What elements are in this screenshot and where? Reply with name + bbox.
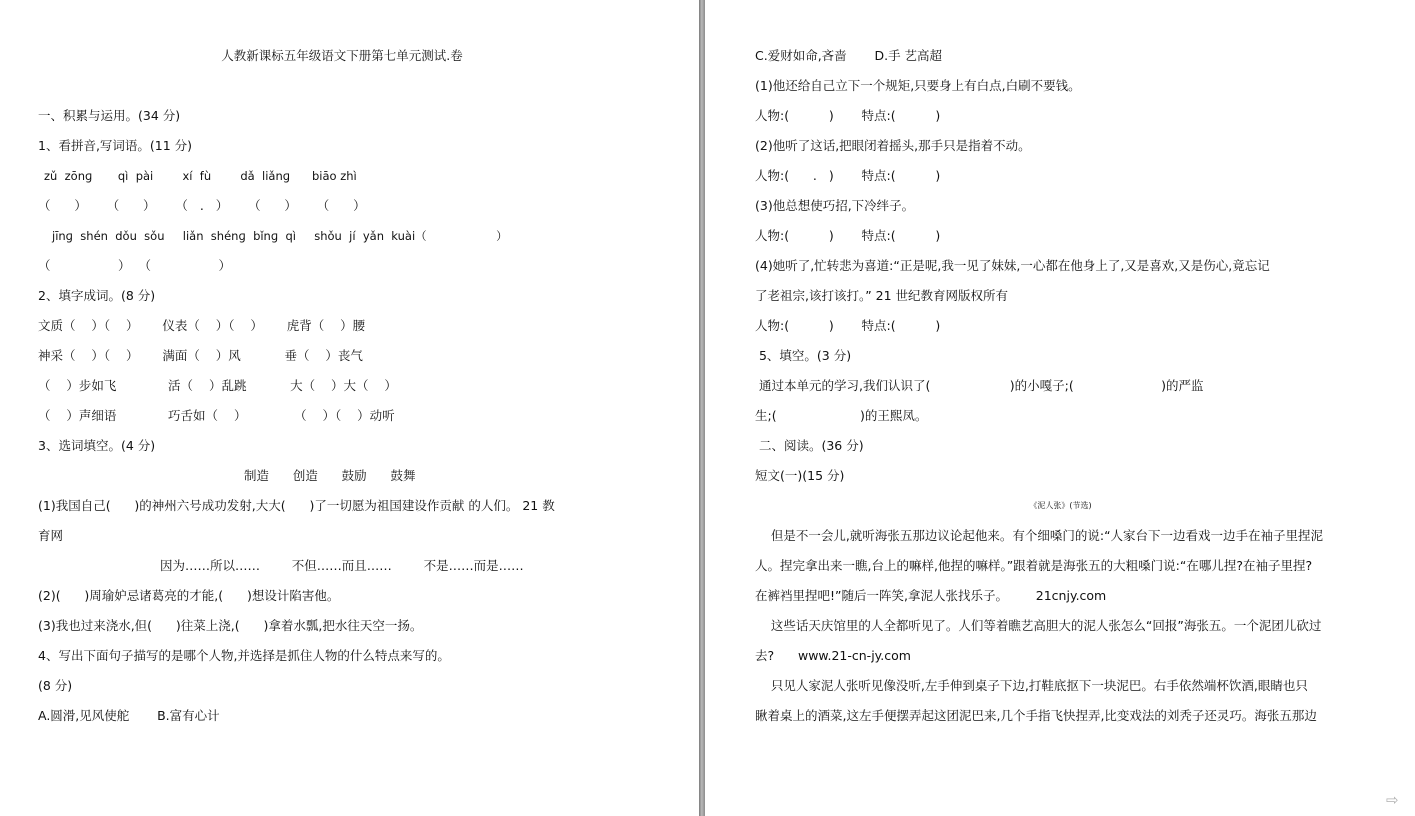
- fill-row: 神采（ ）（ ） 满面（ ）风 垂（ ）丧气: [38, 348, 363, 363]
- passage-line: 在裤裆里捏吧!”随后一阵笑,拿泥人张找乐子。 21cnjy.com: [755, 588, 1107, 603]
- answer-row: 人物:( . ) 特点:( ): [755, 168, 941, 183]
- sentence: (3)我也过来浇水,但( )往菜上浇,( )拿着水瓢,把水往天空一扬。: [38, 618, 423, 633]
- fill-row: （ ）步如飞 活（ ）乱跳 大（ ）大（ ）: [38, 378, 397, 393]
- question-heading: 1、看拼音,写词语。(11 分): [38, 138, 193, 153]
- answer-row: 人物:( ) 特点:( ): [755, 108, 941, 123]
- document-title: 人教新课标五年级语文下册第七单元测试.卷: [221, 48, 463, 63]
- section-heading: 二、阅读。(36 分): [755, 438, 864, 453]
- option-list: A.圆滑,见风使舵 B.富有心计: [38, 708, 220, 723]
- question-heading: 5、填空。(3 分): [755, 348, 852, 363]
- passage-line: 这些话天庆馆里的人全都听见了。人们等着瞧艺高胆大的泥人张怎么“回报”海张五。一个泥团儿砍过: [755, 618, 1322, 633]
- passage-line: 去? www.21-cn-jy.com: [755, 648, 911, 663]
- sentence: 通过本单元的学习,我们认识了( )的小嘎子;( )的严监: [755, 378, 1204, 393]
- sentence: 了老祖宗,该打该打。” 21 世纪教育网版权所有: [755, 288, 1009, 303]
- fill-row: 文质（ ）（ ） 仪表（ ）（ ） 虎背（ ）腰: [38, 318, 366, 333]
- passage-line: 人。捏完拿出来一瞧,台上的嘛样,他捏的嘛样。”跟着就是海张五的大粗嗓门说:“在哪儿捏?在袖子里捏?: [755, 558, 1313, 573]
- section-heading: 一、积累与运用。(34 分): [38, 108, 181, 123]
- sentence: (2)( )周瑜妒忌诸葛亮的才能,( )想设计陷害他。: [38, 588, 340, 603]
- sentence: (1)他还给自己立下一个规矩,只要身上有白点,白刷不要钱。: [755, 78, 1081, 93]
- passage-line: 只见人家泥人张听见像没听,左手伸到桌子下边,打鞋底抠下一块泥巴。右手依然端杯饮酒,眼睛也只: [755, 678, 1308, 693]
- passage-line: 但是不一会儿,就听海张五那边议论起他来。有个细嗓门的说:“人家台下一边看戏一边手在袖子里捏泥: [755, 528, 1324, 543]
- page-divider: [699, 0, 705, 816]
- answer-row: 人物:( ) 特点:( ): [755, 318, 941, 333]
- passage-line: 瞅着桌上的酒菜,这左手便摆弄起这团泥巴来,几个手指飞快捏弄,比变戏法的刘秃子还灵巧。海张五那边: [755, 708, 1317, 723]
- passage-title: 《泥人张》(节选): [1029, 501, 1092, 510]
- word-choices: 因为……所以…… 不但……而且…… 不是……而是……: [160, 558, 524, 573]
- answer-row: 人物:( ) 特点:( ): [755, 228, 941, 243]
- option-list: C.爱财如命,吝啬 D.手 艺高超: [755, 48, 943, 63]
- pinyin-row: jīnɡ shén dǒu sǒu liǎn shénɡ bǐnɡ qì shǒu jí yǎn kuài（ ）: [52, 229, 508, 243]
- passage-heading: 短文(一)(15 分): [755, 468, 845, 483]
- question-heading: 3、选词填空。(4 分): [38, 438, 156, 453]
- sentence: (2)他听了这话,把眼闭着摇头,那手只是指着不动。: [755, 138, 1031, 153]
- arrow-right-icon[interactable]: ⇨: [1386, 791, 1399, 809]
- sentence: 育网: [38, 528, 64, 543]
- answer-blanks: （ ） （ ）: [38, 258, 232, 273]
- question-points: (8 分): [38, 678, 73, 693]
- question-heading: 2、填字成词。(8 分): [38, 288, 156, 303]
- answer-blanks: （ ） （ ） （ . ） （ ） （ ）: [38, 198, 366, 213]
- left-page: [0, 0, 698, 816]
- pinyin-row: zǔ zōnɡ qì pài xí fù dǎ liǎnɡ biāo zhì: [44, 169, 357, 183]
- fill-row: （ ）声细语 巧舌如（ ） （ ）（ ）动听: [38, 408, 395, 423]
- right-page: [706, 0, 1415, 816]
- question-heading: 4、写出下面句子描写的是哪个人物,并选择是抓住人物的什么特点来写的。: [38, 648, 450, 663]
- sentence: 生;( )的王熙凤。: [755, 408, 928, 423]
- sentence: (1)我国自己( )的神州六号成功发射,大大( )了一切愿为祖国建设作贡献 的人们。 21 教: [38, 498, 555, 513]
- word-choices: 制造 创造 鼓励 鼓舞: [244, 468, 416, 483]
- sentence: (4)她听了,忙转悲为喜道:“正是呢,我一见了妹妹,一心都在他身上了,又是喜欢,又是伤心,竟忘记: [755, 258, 1270, 273]
- sentence: (3)他总想使巧招,下冷绊子。: [755, 198, 915, 213]
